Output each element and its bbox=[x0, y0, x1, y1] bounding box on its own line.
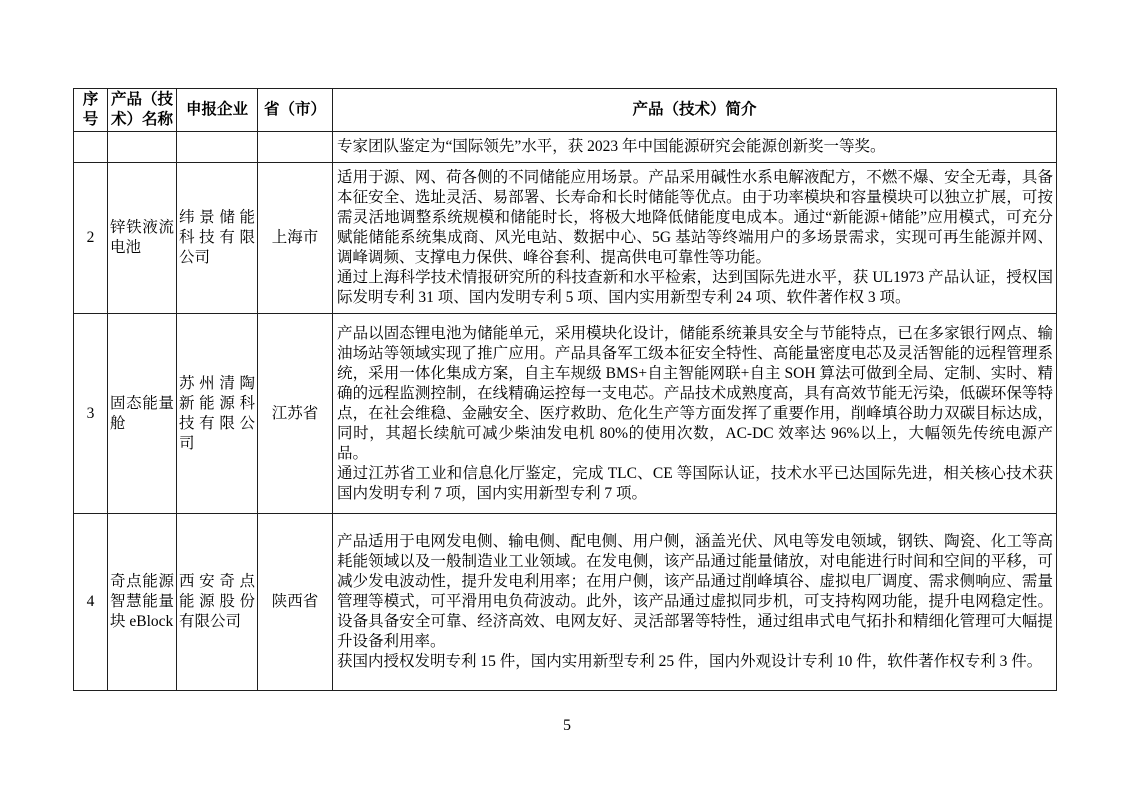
table-row-4 bbox=[74, 514, 1057, 691]
seq-cell: 4 bbox=[74, 514, 108, 691]
intro-cell bbox=[333, 132, 1057, 163]
company-cell bbox=[177, 132, 258, 163]
table-header bbox=[74, 89, 1057, 132]
intro-paragraph: 专家团队鉴定为“国际领先”水平，获 2023 年中国能源研究会能源创新奖一等奖。 bbox=[337, 138, 886, 155]
name-cell: 固态能量舱 bbox=[108, 314, 177, 514]
page-number: 5 bbox=[563, 717, 571, 734]
intro-paragraph: 产品适用于电网发电侧、输电侧、配电侧、用户侧，涵盖光伏、风电等发电领域，钢铁、陶瓷、化工等高耗能领域以及一般制造业工业领域。在发电侧，该产品通过能量储放，对电能进行时间和空间的平移，可减少发电波动性，提升发电利用率；在用户侧，该产品通过削峰填谷、虚拟电厂调度、需求侧响应、需量管理等模式，可平滑用电负荷波动。此外，该产品通过虚拟同步机，可支持构网功能，提升电网稳定性。设备具备安全可靠、经济高效、电网友好、灵活部署等特性，通过组串式电气拓扑和精细化管理可大幅提升设备利用率。 bbox=[337, 533, 1053, 650]
province-cell: 上海市 bbox=[258, 163, 333, 314]
table-body bbox=[74, 132, 1057, 691]
company-cell: 苏州清陶新能源科技有限公司 bbox=[177, 314, 258, 514]
company-cell: 纬景储能科技有限公司 bbox=[177, 163, 258, 314]
intro-paragraph: 通过上海科学技术情报研究所的科技查新和水平检索，达到国际先进水平，获 UL1973 产品认证，授权国际发明专利 31 项、国内发明专利 5 项、国内实用新型专利 24 项、软件著作权 3 项。 bbox=[337, 269, 1053, 306]
intro-cell bbox=[333, 514, 1057, 691]
col-header-seq: 序号 bbox=[74, 89, 108, 132]
col-header-company: 申报企业 bbox=[177, 89, 258, 132]
province-cell: 江苏省 bbox=[258, 314, 333, 514]
company-cell: 西安奇点能源股份有限公司 bbox=[177, 514, 258, 691]
products-table bbox=[73, 88, 1057, 691]
name-cell bbox=[108, 132, 177, 163]
col-header-intro: 产品（技术）简介 bbox=[333, 89, 1057, 132]
seq-cell bbox=[74, 132, 108, 163]
name-cell: 锌铁液流电池 bbox=[108, 163, 177, 314]
name-cell: 奇点能源智慧能量块 eBlock bbox=[108, 514, 177, 691]
intro-cell bbox=[333, 163, 1057, 314]
header-row bbox=[74, 89, 1057, 132]
intro-cell bbox=[333, 314, 1057, 514]
seq-cell: 3 bbox=[74, 314, 108, 514]
table-row-3 bbox=[74, 314, 1057, 514]
province-cell: 陕西省 bbox=[258, 514, 333, 691]
col-header-province: 省（市） bbox=[258, 89, 333, 132]
intro-paragraph: 通过江苏省工业和信息化厅鉴定，完成 TLC、CE 等国际认证，技术水平已达国际先进，相关核心技术获国内发明专利 7 项，国内实用新型专利 7 项。 bbox=[337, 464, 1053, 502]
table-row-2 bbox=[74, 163, 1057, 314]
seq-cell: 2 bbox=[74, 163, 108, 314]
intro-paragraph: 产品以固态锂电池为储能单元，采用模块化设计，储能系统兼具安全与节能特点，已在多家银行网点、输油场站等领域实现了推广应用。产品具备军工级本征安全特性、高能量密度电芯及灵活智能的远程管理系统，采用一体化集成方案，自主车规级 BMS+自主智能网联+自主 SOH 算法可做到全局、定制、实时、精确的远程监测控制，在线精确运控每一支电芯。产品技术成熟度高，具有高效节能无污染，低碳环保等特点，在社会维稳、金融安全、医疗救助、危化生产等方面发挥了重要作用，削峰填谷助力双碳目标达成，同时，其超长续航可减少柴油发电机 80%的使用次数，AC-DC 效率达 96%以上，大幅领先传统电源产品。 bbox=[337, 324, 1053, 462]
province-cell bbox=[258, 132, 333, 163]
intro-paragraph: 获国内授权发明专利 15 件，国内实用新型专利 25 件，国内外观设计专利 10 件，软件著作权专利 3 件。 bbox=[337, 653, 1043, 670]
col-header-name: 产品（技术）名称 bbox=[108, 89, 177, 132]
intro-paragraph: 适用于源、网、荷各侧的不同储能应用场景。产品采用碱性水系电解液配方，不燃不爆、安全无毒，具备本征安全、选址灵活、易部署、长寿命和长时储能等优点。由于功率模块和容量模块可以独立扩展，可按需灵活地调整系统规模和储能时长，将极大地降低储能度电成本。通过“新能源+储能”应用模式，可充分赋能储能系统集成商、风光电站、数据中心、5G 基站等终端用户的多场景需求，实现可再生能源并网、调峰调频、支撑电力保供、峰谷套利、提高供电可靠性等功能。 bbox=[337, 169, 1053, 266]
table-row-continuation bbox=[74, 132, 1057, 163]
